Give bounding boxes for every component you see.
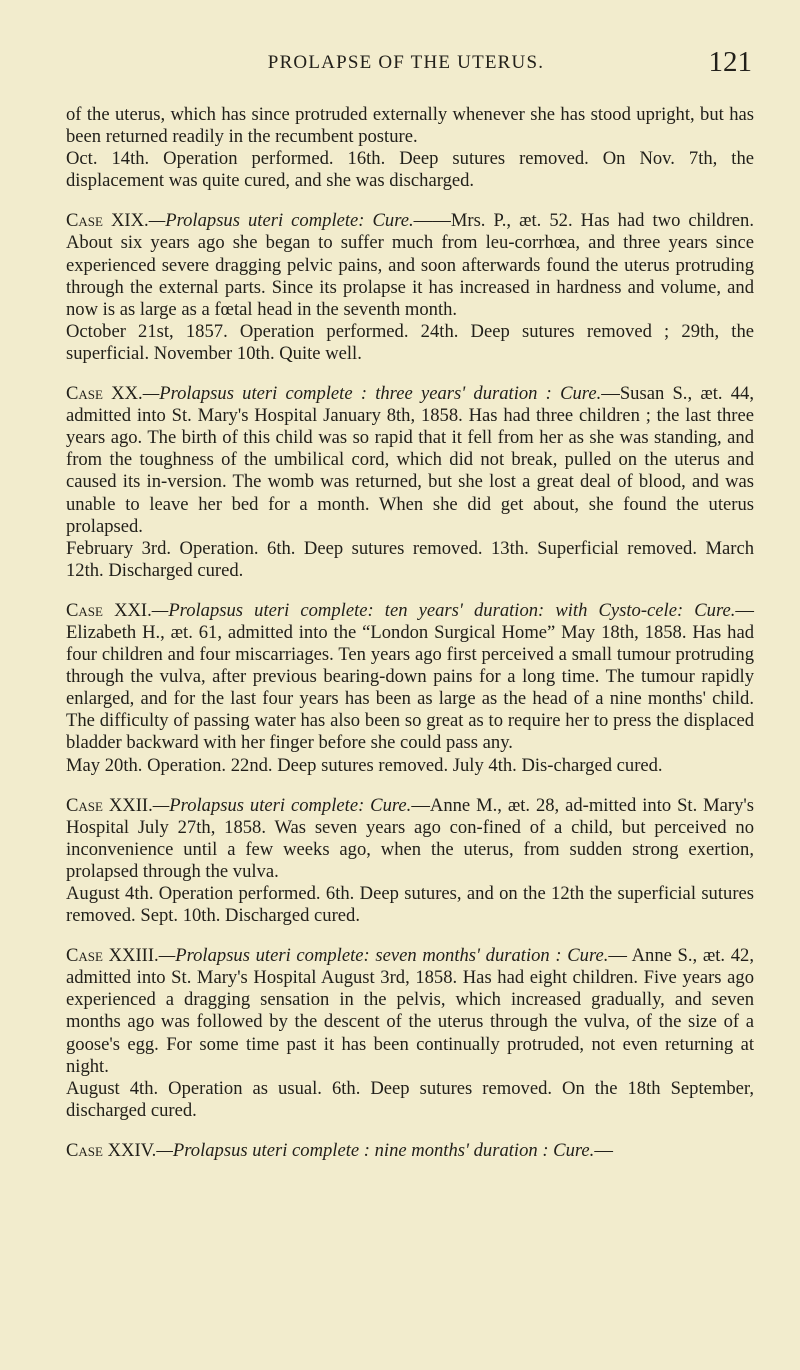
paragraph: August 4th. Operation performed. 6th. Deep sutures, and on the 12th the superficial sutures removed. Sept. 10th. Discharged cured. — [66, 883, 754, 927]
case-title: —Prolapsus uteri complete: Cure. — [152, 794, 412, 816]
case-text: — — [594, 1139, 613, 1161]
page-header — [60, 46, 752, 80]
case-text: — Anne S., æt. 42, admitted into St. Mary's Hospital August 3rd, 1858. Has had eight children. Five years ago experienced a dragging sensation in the pelvis, which increased gradually, and seven months ago was followed by the descent of the uterus through the vulva, of the size of a goose's egg. For some time past it has been continually protruded, not even returning at night. — [66, 945, 754, 1077]
case-text: —Anne M., æt. 28, ad-mitted into St. Mary's Hospital July 27th, 1858. Was seven years ago con-fined of a child, but perceived no inconvenience until a few weeks ago, when the uterus, from sudden strong exertion, prolapsed through the vulva. — [66, 794, 755, 882]
case-paragraph — [66, 1140, 754, 1162]
paragraph: October 21st, 1857. Operation performed. 24th. Deep sutures removed ; 29th, the superficial. November 10th. Quite well. — [66, 320, 754, 364]
case-paragraph — [66, 945, 754, 1078]
case-title: —Prolapsus uteri complete: seven months' duration : Cure. — [158, 945, 609, 967]
paragraph: Oct. 14th. Operation performed. 16th. Deep sutures removed. On Nov. 7th, the displacement was quite cured, and she was discharged. — [66, 148, 754, 192]
paragraph: February 3rd. Operation. 6th. Deep sutures removed. 13th. Superficial removed. March 12th. Discharged cured. — [66, 537, 754, 581]
case-number: Case XX. — [66, 383, 143, 405]
paragraph: May 20th. Operation. 22nd. Deep sutures removed. July 4th. Dis-charged cured. — [66, 754, 663, 776]
case-text: —Susan S., æt. 44, admitted into St. Mary's Hospital January 8th, 1858. Has had three children ; the last three years ago. The birth of this child was so rapid that it fell from her as she was standing, and from the toughness of the umbilical cord, which did not break, pulled on the uterus and caused its in-version. The womb was returned, but she lost a great deal of blood, and was unable to leave her bed for a month. When she did get about, she found the uterus prolapsed. — [66, 383, 754, 537]
case-title: —Prolapsus uteri complete : nine months' duration : Cure. — [156, 1139, 595, 1161]
case-paragraph — [66, 600, 754, 755]
case-number: Case XIX. — [66, 210, 149, 232]
paragraph: of the uterus, which has since protruded externally whenever she has stood upright, but has been returned readily in the recumbent posture. — [66, 104, 754, 148]
case-number: Case XXIV. — [66, 1139, 157, 1161]
case-title: —Prolapsus uteri complete : three years' duration : Cure. — [142, 383, 602, 405]
case-number: Case XXI. — [66, 599, 152, 621]
case-paragraph — [66, 795, 754, 883]
paragraph: August 4th. Operation as usual. 6th. Deep sutures removed. On the 18th September, discharged cured. — [66, 1077, 754, 1121]
case-title: —Prolapsus uteri complete: Cure. — [148, 210, 414, 232]
case-paragraph — [66, 383, 754, 538]
page-number: 121 — [708, 46, 752, 78]
case-text: —Elizabeth H., æt. 61, admitted into the “London Surgical Home” May 18th, 1858. Has had four children and four miscarriages. Ten years ago first perceived a small tumour protruding through the vulva, after previous bearing-down pains for a long time. The tumour rapidly enlarged, and for the last four years has been as large as the head of a nine months' child. The difficulty of passing water has also been so great as to require her to press the displaced bladder backward with her finger before she could pass any. — [66, 599, 755, 754]
case-title: —Prolapsus uteri complete: ten years' duration: with Cysto-cele: Cure. — [151, 599, 736, 621]
page-body — [66, 104, 754, 1162]
case-number: Case XXII. — [66, 794, 153, 816]
case-text: ——Mrs. P., æt. 52. Has had two children. About six years ago she began to suffer much from leu-corrhœa, and three years since experienced severe dragging pelvic pains, and soon afterwards found the uterus protruding through the external parts. Since its prolapse it has increased in hardness and volume, and now is as large as a fœtal head in the seventh month. — [66, 210, 754, 320]
case-number: Case XXIII. — [66, 945, 159, 967]
running-head: PROLAPSE OF THE UTERUS. — [267, 52, 545, 73]
case-paragraph — [66, 210, 754, 320]
